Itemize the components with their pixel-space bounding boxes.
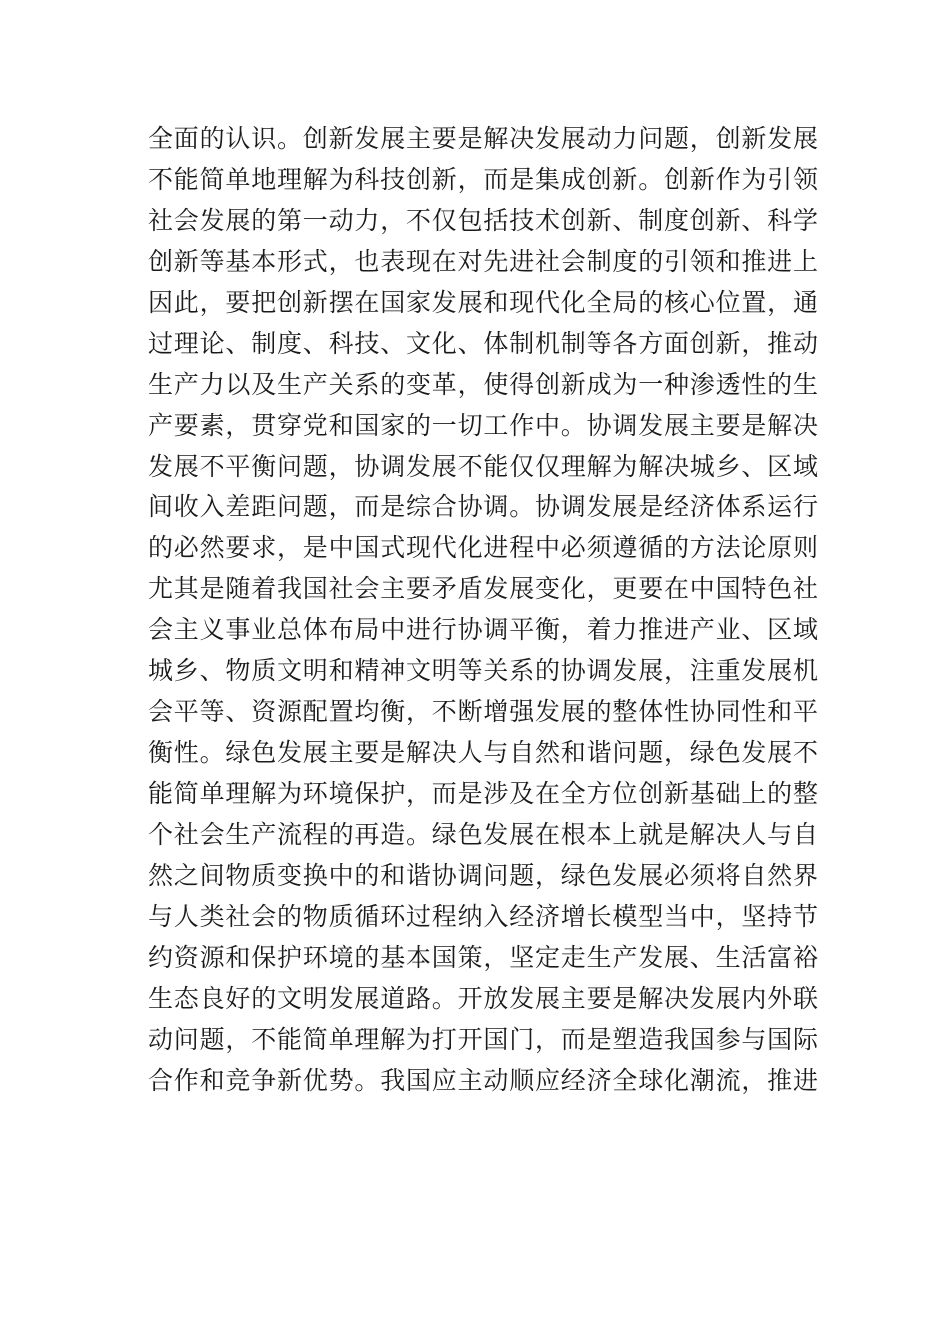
text-line: 产要素，贯穿党和国家的一切工作中。协调发展主要是解决: [148, 410, 818, 440]
text-line: 的必然要求，是中国式现代化进程中必须遵循的方法论原则: [148, 533, 818, 563]
text-line: 城乡、物质文明和精神文明等关系的协调发展，注重发展机: [148, 656, 818, 686]
text-line: 合作和竞争新优势。我国应主动顺应经济全球化潮流，推进: [148, 1065, 818, 1095]
text-line: 动问题，不能简单理解为打开国门，而是塑造我国参与国际: [148, 1024, 818, 1054]
text-line: 会平等、资源配置均衡，不断增强发展的整体性协同性和平: [148, 697, 818, 727]
text-line: 个社会生产流程的再造。绿色发展在根本上就是解决人与自: [148, 819, 818, 849]
text-line: 然之间物质变换中的和谐协调问题，绿色发展必须将自然界: [148, 860, 818, 890]
body-paragraph: [148, 119, 818, 1102]
text-line: 间收入差距问题，而是综合协调。协调发展是经济体系运行: [148, 492, 818, 522]
text-line: 约资源和保护环境的基本国策，坚定走生产发展、生活富裕: [148, 942, 818, 972]
text-line: 过理论、制度、科技、文化、体制机制等各方面创新，推动: [148, 328, 818, 358]
text-line: 因此，要把创新摆在国家发展和现代化全局的核心位置，通: [148, 287, 818, 317]
text-line: 衡性。绿色发展主要是解决人与自然和谐问题，绿色发展不: [148, 738, 818, 768]
text-line: 能简单理解为环境保护，而是涉及在全方位创新基础上的整: [148, 779, 818, 808]
text-line: 发展不平衡问题，协调发展不能仅仅理解为解决城乡、区域: [148, 451, 818, 481]
text-line: 生产力以及生产关系的变革，使得创新成为一种渗透性的生: [148, 369, 818, 399]
text-line: 会主义事业总体布局中进行协调平衡，着力推进产业、区域: [148, 615, 818, 645]
text-line: 不能简单地理解为科技创新，而是集成创新。创新作为引领: [148, 164, 818, 194]
text-line: 尤其是随着我国社会主要矛盾发展变化，更要在中国特色社: [148, 574, 818, 604]
text-line: 社会发展的第一动力，不仅包括技术创新、制度创新、科学: [148, 205, 818, 235]
text-line: 全面的认识。创新发展主要是解决发展动力问题，创新发展: [148, 124, 818, 153]
text-line: 创新等基本形式，也表现在对先进社会制度的引领和推进上: [148, 246, 818, 276]
text-line: 生态良好的文明发展道路。开放发展主要是解决发展内外联: [148, 983, 818, 1013]
text-line: 与人类社会的物质循环过程纳入经济增长模型当中，坚持节: [148, 901, 818, 931]
